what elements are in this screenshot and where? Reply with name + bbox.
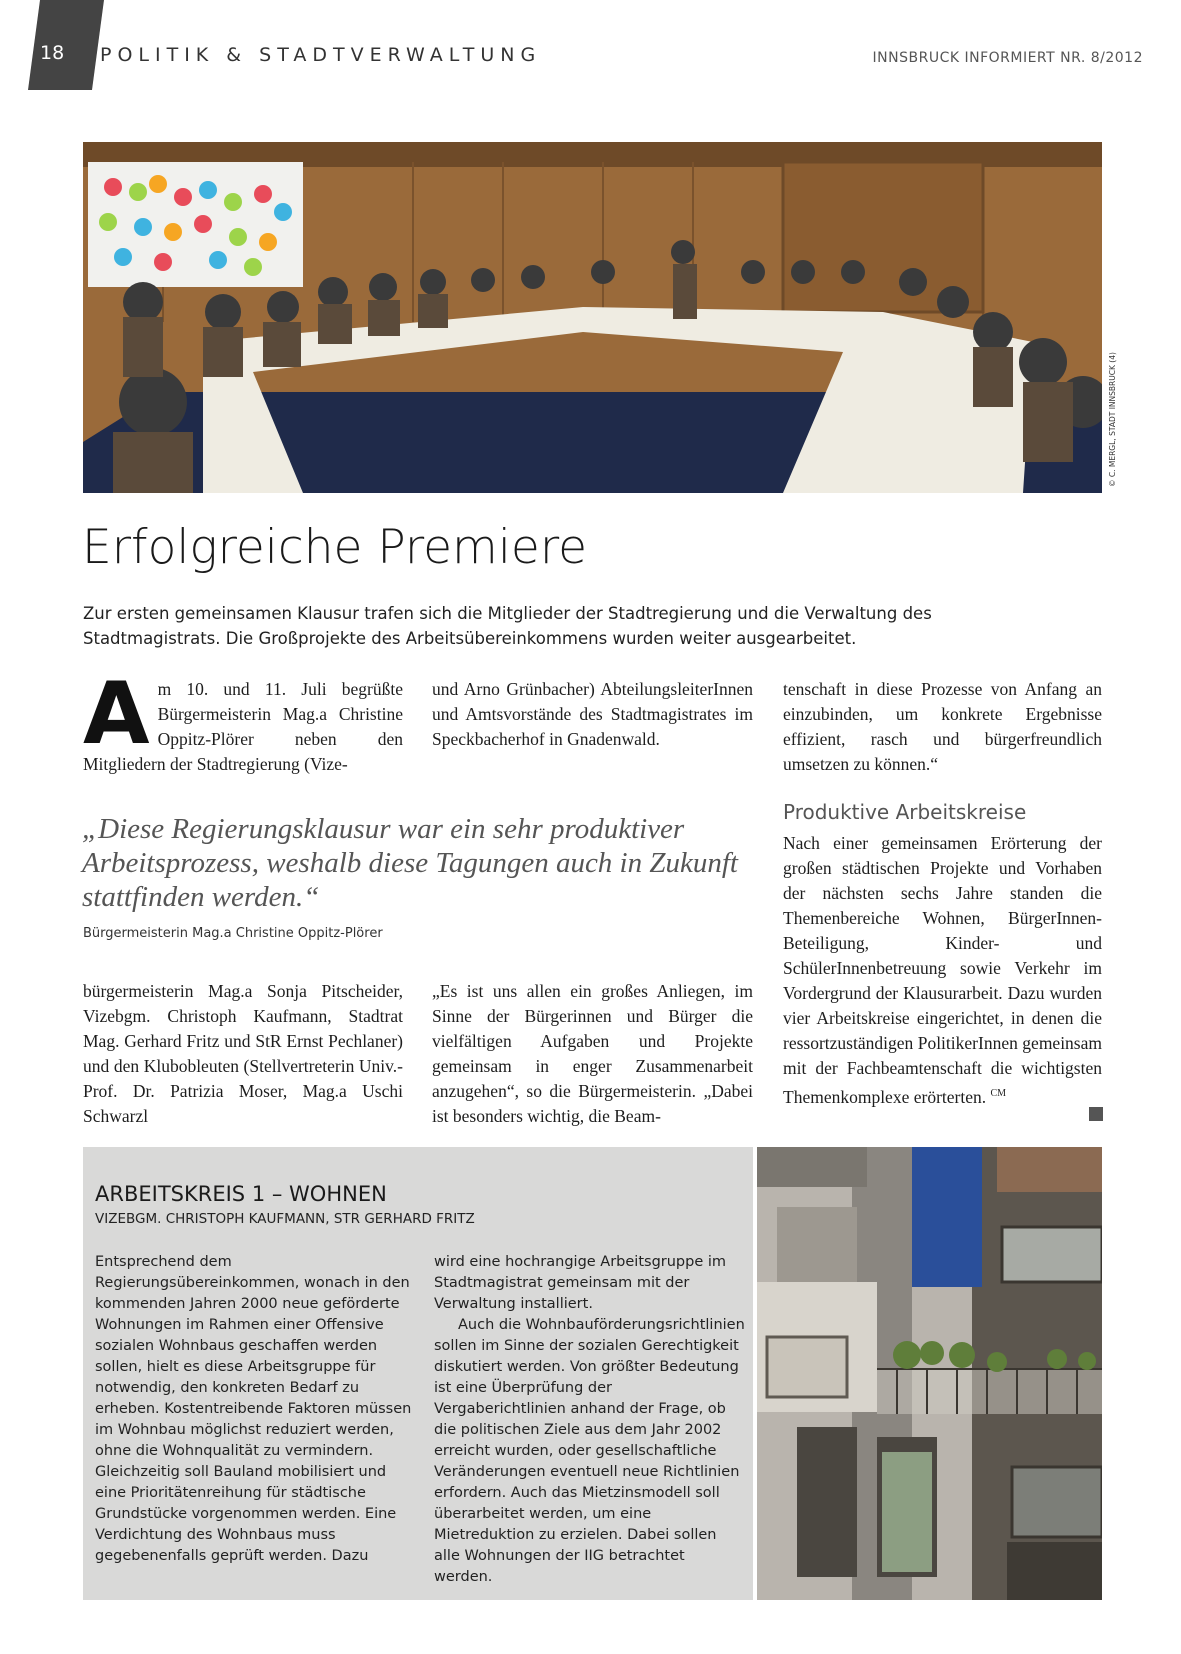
photo-credit: © C. MERGL, STADT INNSBRUCK (4) [1108, 352, 1117, 487]
body-column-3-bottom: Nach einer gemeinsamen Erörterung der großen städtischen Projekte und Vorhaben der nächsten sechs Jahre standen die Themenbereiche Wohnen, BürgerInnen-Beteiligung, Kinder- und SchülerInnenbetreuung sowie Verkehr im Vordergrund der Klausurarbeit. Dazu wurden vier Arbeitskreise eingerichtet, in denen die ressortzuständigen PolitikerInnen gemeinsam mit der Fachbeamtenschaft die wichtigsten Themenkomplexe erörterten. $^{CM}$ [783, 833, 1102, 1107]
info-box-paragraph-1: wird eine hochrangige Arbeitsgruppe im Stadtmagistrat gemeinsam mit der Verwaltung installiert. [434, 1254, 727, 1312]
end-mark [1089, 1107, 1103, 1121]
quote-author: Bürgermeisterin Mag.a Christine Oppitz-Plörer [83, 926, 383, 941]
lead-paragraph: Zur ersten gemeinsamen Klausur trafen sich die Mitglieder der Stadtregierung und die Verwaltung des Stadtmagistrats. Die Großprojekte des Arbeitsübereinkommens wurden weiter ausgearbeitet. [83, 604, 932, 648]
pull-quote: „Diese Regierungsklausur war ein sehr produktiver Arbeitsprozess, weshalb diese Tagungen auch in Zukunft stattfinden werden.“ [82, 813, 738, 913]
info-box-subtitle: VIZEBGM. CHRISTOPH KAUFMANN, STR GERHARD FRITZ [95, 1211, 475, 1227]
body-column-2-bottom: „Es ist uns allen ein großes Anliegen, im Sinne der Bürgerinnen und Bürger die vielfältigen Aufgaben und Projekte gemeinsam in enger Zusammenarbeit anzugehen“, so die Bürgermeisterin. „Dabei ist besonders wichtig, die Beam- [432, 981, 753, 1126]
body-column-1-top: Am 10. und 11. Juli begrüßte Bürgermeisterin Mag.a Christine Oppitz-Plörer neben den Mitgliedern der Stadtregierung (Vize- [83, 664, 403, 774]
body-column-2-top: und Arno Grünbacher) AbteilungsleiterInnen und Amtsvorstände des Stadtmagistrates im Speckbacherhof in Gnadenwald. [432, 679, 753, 749]
headline: Erfolgreiche Premiere [82, 520, 588, 575]
body-column-3-top: tenschaft in diese Prozesse von Anfang an einzubinden, um konkrete Ergebnisse effizient, rasch und bürgerfreundlich umsetzen zu können.“ [783, 679, 1102, 774]
subheading: Produktive Arbeitskreise [783, 800, 1027, 824]
author-signature: CM [990, 1088, 1007, 1099]
issue-label: INNSBRUCK INFORMIERT NR. 8/2012 [872, 50, 1143, 66]
meeting-photo [83, 142, 1102, 493]
info-box-title: ARBEITSKREIS 1 – WOHNEN [95, 1182, 387, 1206]
drop-cap: A [83, 664, 150, 764]
building-photo [757, 1147, 1102, 1600]
info-box-paragraph-2: Auch die Wohnbauförderungsrichtlinien sollen im Sinne der sozialen Gerechtigkeit diskutiert werden. Von größter Bedeutung ist eine Überprüfung der Vergaberichtlinien anhand der Frage, ob die politischen Ziele aus dem Jahr 2002 erreicht wurden, oder gesellschaftliche Veränderungen eventuell neue Richtlinien erfordern. Auch das Mietzinsmodell soll überarbeitet werden, um eine Mietreduktion zu erzielen. Dabei sollen alle Wohnungen der IIG betrachtet werden. [434, 1317, 745, 1585]
page-number: 18 [40, 42, 65, 64]
info-box-column-2 [434, 1252, 746, 1588]
section-title: POLITIK & STADTVERWALTUNG [100, 44, 542, 66]
body-column-1-bottom: bürgermeisterin Mag.a Sonja Pitscheider, Vizebgm. Christoph Kaufmann, Stadtrat Mag. Gerhard Fritz und StR Ernst Pechlaner) und den Klubobleuten (Stellvertreterin Univ.-Prof. Dr. Patrizia Moser, Mag.a Uschi Schwarzl [83, 981, 403, 1126]
info-box-column-1: Entsprechend dem Regierungsübereinkommen, wonach in den kommenden Jahren 2000 neue geförderte Wohnungen im Rahmen einer Offensive sozialen Wohnbaus geschaffen werden sollen, hielt es diese Arbeitsgruppe für notwendig, den konkreten Bedarf zu erheben. Kostentreibende Faktoren müssen im Wohnbau möglichst reduziert werden, ohne die Wohnqualität zu vermindern. Gleichzeitig soll Bauland mobilisiert und eine Prioritätenreihung für städtische Grundstücke vorgenommen werden. Eine Verdichtung des Wohnbaus muss gegebenenfalls geprüft werden. Dazu [95, 1254, 412, 1564]
